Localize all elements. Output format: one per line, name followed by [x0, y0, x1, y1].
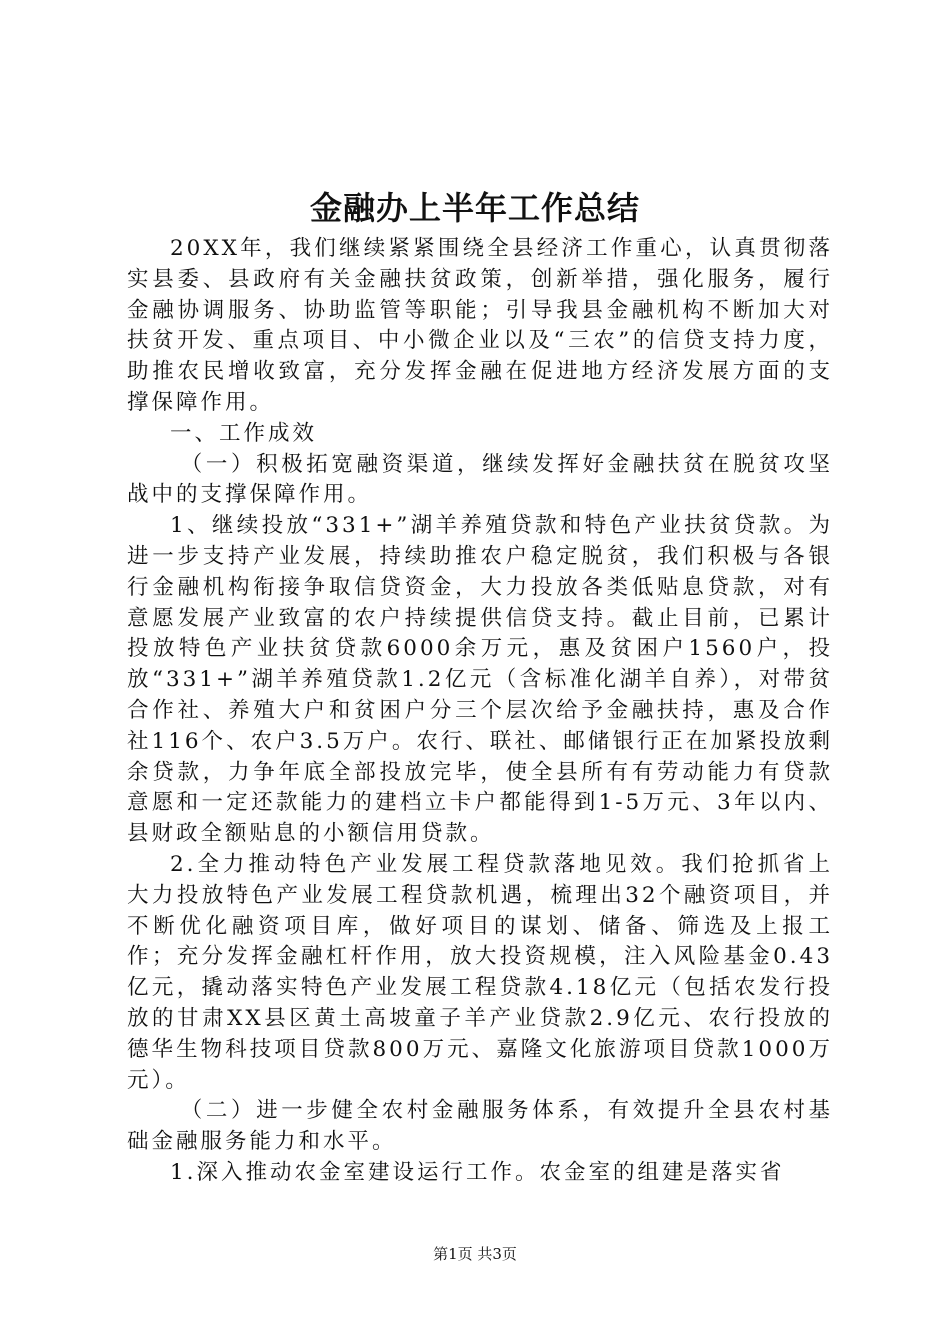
document-title: 金融办上半年工作总结: [309, 189, 640, 227]
body-paragraph: 2.全力推动特色产业发展工程贷款落地见效。我们抢抓省上大力投放特色产业发展工程贷款机遇，梳理出32个融资项目，并不断优化融资项目库，做好项目的谋划、储备、筛选及上报工作；充分发挥金融杠杆作用，放大投资规模，注入风险基金0.43亿元，撬动落实特色产业发展工程贷款4.18亿元（包括农发行投放的甘肃XX县区黄土高坡童子羊产业贷款2.9亿元、农行投放的德华生物科技项目贷款800万元、嘉隆文化旅游项目贷款1000万元）。: [127, 851, 833, 1093]
intro-paragraph: 20XX年，我们继续紧紧围绕全县经济工作重心，认真贯彻落实县委、县政府有关金融扶贫政策，创新举措，强化服务，履行金融协调服务、协助监管等职能；引导我县金融机构不断加大对扶贫开发、重点项目、中小微企业以及“三农”的信贷支持力度，助推农民增收致富，充分发挥金融在促进地方经济发展方面的支撑保障作用。: [127, 236, 833, 415]
body-paragraph: 1.深入推动农金室建设运行工作。农金室的组建是落实省: [170, 1159, 785, 1185]
page-footer: 第1页 共3页: [433, 1245, 517, 1263]
document-body: [127, 234, 833, 1189]
section-heading: 一、工作成效: [170, 420, 318, 446]
body-paragraph: 1、继续投放“331+”湖羊养殖贷款和特色产业扶贫贷款。为进一步支持产业发展，持续助推农户稳定脱贫，我们积极与各银行金融机构衔接争取信贷资金，大力投放各类低贴息贷款，对有意愿发展产业致富的农户持续提供信贷支持。截止目前，已累计投放特色产业扶贫贷款6000余万元，惠及贫困户1560户，投放“331+”湖羊养殖贷款1.2亿元（含标准化湖羊自养），对带贫合作社、养殖大户和贫困户分三个层次给予金融扶持，惠及合作社116个、农户3.5万户。农行、联社、邮储银行正在加紧投放剩余贷款，力争年底全部投放完毕，使全县所有有劳动能力有贷款意愿和一定还款能力的建档立卡户都能得到1-5万元、3年以内、县财政全额贴息的小额信用贷款。: [127, 513, 833, 847]
subsection-heading: （二）进一步健全农村金融服务体系，有效提升全县农村基础金融服务能力和水平。: [127, 1098, 833, 1155]
subsection-heading: （一）积极拓宽融资渠道，继续发挥好金融扶贫在脱贫攻坚战中的支撑保障作用。: [127, 451, 833, 508]
